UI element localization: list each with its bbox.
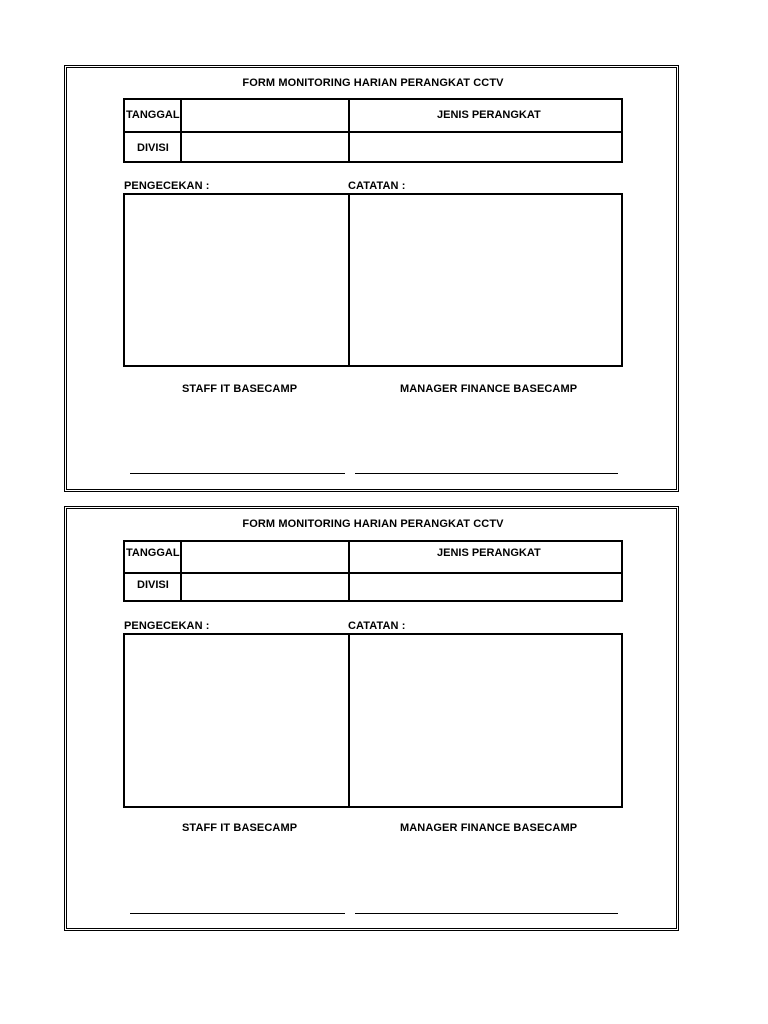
staff-signature-line (130, 913, 345, 914)
pengecekan-box[interactable] (123, 633, 350, 808)
tanggal-label: TANGGAL (126, 547, 180, 559)
jenis-perangkat-value-cell[interactable] (348, 572, 623, 602)
pengecekan-box[interactable] (123, 193, 350, 367)
manager-signature-line (355, 913, 618, 914)
jenis-perangkat-cell (348, 540, 623, 574)
staff-signature-label: STAFF IT BASECAMP (182, 822, 298, 834)
jenis-perangkat-label: JENIS PERANGKAT (437, 547, 541, 559)
catatan-box[interactable] (348, 633, 623, 808)
tanggal-label: TANGGAL (126, 109, 180, 121)
catatan-label: CATATAN : (348, 180, 406, 192)
divisi-value-cell[interactable] (180, 131, 350, 163)
manager-signature-label: MANAGER FINANCE BASECAMP (400, 822, 578, 834)
divisi-label: DIVISI (137, 142, 169, 154)
manager-signature-label: MANAGER FINANCE BASECAMP (400, 383, 578, 395)
form-title: FORM MONITORING HARIAN PERANGKAT CCTV (242, 77, 504, 89)
monitoring-form-1 (64, 65, 679, 492)
jenis-perangkat-cell (348, 98, 623, 133)
divisi-label: DIVISI (137, 579, 169, 591)
catatan-label: CATATAN : (348, 620, 406, 632)
pengecekan-label: PENGECEKAN : (124, 620, 210, 632)
jenis-perangkat-value-cell[interactable] (348, 131, 623, 163)
divisi-value-cell[interactable] (180, 572, 350, 602)
divisi-label-cell (123, 572, 182, 602)
staff-signature-line (130, 473, 345, 474)
manager-signature-line (355, 473, 618, 474)
tanggal-value-cell[interactable] (180, 98, 350, 133)
jenis-perangkat-label: JENIS PERANGKAT (437, 109, 541, 121)
divisi-label-cell (123, 131, 182, 163)
monitoring-form-2 (64, 506, 679, 931)
tanggal-label-cell (123, 98, 182, 133)
catatan-box[interactable] (348, 193, 623, 367)
form-title: FORM MONITORING HARIAN PERANGKAT CCTV (242, 518, 504, 530)
staff-signature-label: STAFF IT BASECAMP (182, 383, 298, 395)
pengecekan-label: PENGECEKAN : (124, 180, 210, 192)
tanggal-value-cell[interactable] (180, 540, 350, 574)
tanggal-label-cell (123, 540, 182, 574)
